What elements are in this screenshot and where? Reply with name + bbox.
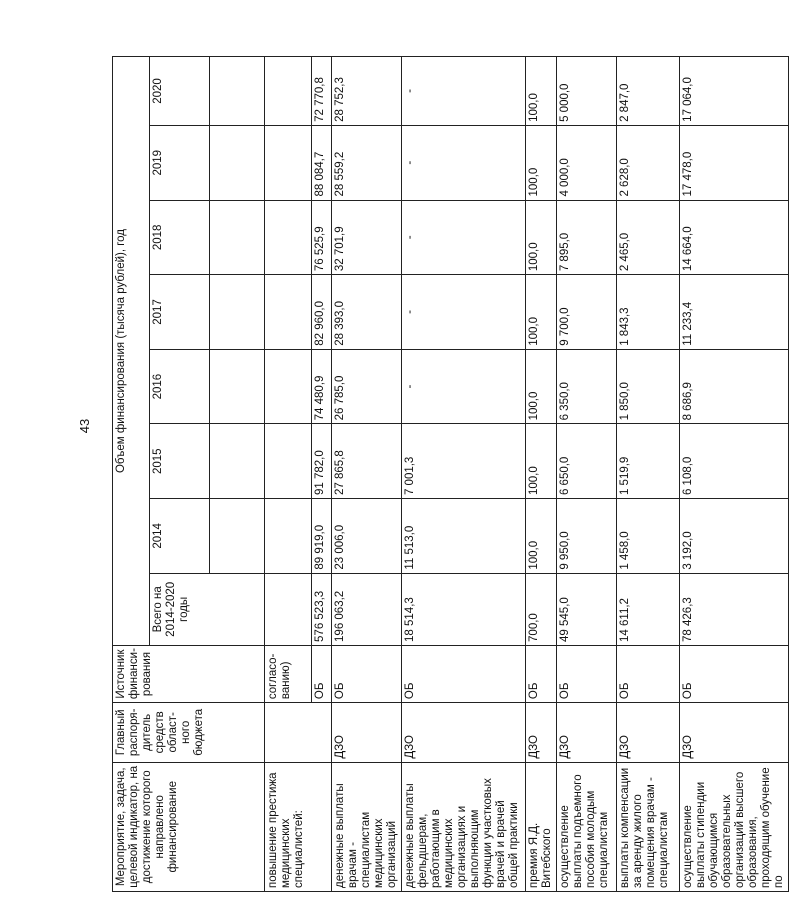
source-cell: ОБ (679, 645, 788, 702)
value-cell: 100,0 (525, 200, 556, 275)
value-cell: - (401, 275, 525, 350)
header-row (113, 57, 150, 892)
financing-table (112, 56, 789, 892)
value-cell: 32 701,9 (332, 200, 402, 275)
value-cell: 100,0 (525, 424, 556, 499)
value-cell: 700,0 (525, 573, 556, 645)
value-cell: 2 465,0 (616, 200, 679, 275)
value-cell: 6 650,0 (556, 424, 616, 499)
value-cell: 88 084,7 (312, 125, 332, 200)
value-cell (265, 200, 312, 275)
value-cell: 2 847,0 (616, 57, 679, 126)
manager-cell: ДЗО (332, 703, 402, 762)
value-cell (265, 499, 312, 574)
manager-cell: ДЗО (616, 703, 679, 762)
value-cell: 82 960,0 (312, 275, 332, 350)
table-row (332, 57, 402, 892)
value-cell: 6 350,0 (556, 349, 616, 424)
value-cell: 9 950,0 (556, 499, 616, 574)
value-cell: 18 514,3 (401, 573, 525, 645)
value-cell: 3 192,0 (679, 499, 788, 574)
value-cell: 100,0 (525, 349, 556, 424)
value-cell: 11 233,4 (679, 275, 788, 350)
value-cell (265, 57, 312, 126)
value-cell: 72 770,8 (312, 57, 332, 126)
value-cell (265, 349, 312, 424)
value-cell: 1 850,0 (616, 349, 679, 424)
table-row (556, 57, 616, 892)
value-cell: 89 919,0 (312, 499, 332, 574)
header-year: 2019 (150, 125, 210, 200)
value-cell: 28 752,3 (332, 57, 402, 126)
value-cell: - (401, 200, 525, 275)
header-year: 2017 (150, 275, 210, 350)
activity-cell: осуществление выплаты стипендии обучающимся образовательных организаций высшего образования, проходящим обучение по (679, 762, 788, 891)
header-year: 2020 (150, 57, 210, 126)
manager-cell (265, 703, 332, 762)
value-cell: 76 525,9 (312, 200, 332, 275)
value-cell: 78 426,3 (679, 573, 788, 645)
table-row (265, 57, 312, 892)
source-cell: ОБ (616, 645, 679, 702)
activity-cell: денежные выплаты врачам - специалистам медицинских организаций (332, 762, 402, 891)
header-total: Всего на 2014-2020 годы (150, 573, 265, 645)
header-year: 2014 (150, 499, 210, 574)
value-cell: 5 000,0 (556, 57, 616, 126)
value-cell (265, 424, 312, 499)
header-year: 2018 (150, 200, 210, 275)
manager-cell: ДЗО (556, 703, 616, 762)
value-cell: 196 063,2 (332, 573, 402, 645)
value-cell: 2 628,0 (616, 125, 679, 200)
table-row (401, 57, 525, 892)
header-activity: Мероприятие, задача, целевой индикатор, на достижение которого направлено финансирование (113, 762, 265, 891)
source-cell: ОБ (556, 645, 616, 702)
value-cell: 1 843,3 (616, 275, 679, 350)
value-cell: 14 611,2 (616, 573, 679, 645)
table-row (616, 57, 679, 892)
source-cell: согласо-ванию) (265, 645, 312, 702)
value-cell: 26 785,0 (332, 349, 402, 424)
activity-cell: осуществление выплаты подъемного пособия молодым специалистам (556, 762, 616, 891)
value-cell: 8 686,9 (679, 349, 788, 424)
value-cell: 91 782,0 (312, 424, 332, 499)
value-cell: 14 664,0 (679, 200, 788, 275)
source-cell: ОБ (525, 645, 556, 702)
header-year: 2016 (150, 349, 210, 424)
source-cell: ОБ (312, 645, 332, 702)
value-cell (265, 275, 312, 350)
value-cell: 1 458,0 (616, 499, 679, 574)
header-manager: Главный распоря-дитель средств област-ного бюджета (113, 703, 265, 762)
value-cell: 100,0 (525, 125, 556, 200)
value-cell: 576 523,3 (312, 573, 332, 645)
rotated-table-container (112, 56, 785, 892)
value-cell: 7 001,3 (401, 424, 525, 499)
value-cell: 7 895,0 (556, 200, 616, 275)
value-cell (265, 573, 312, 645)
table-row (525, 57, 556, 892)
value-cell: 74 480,9 (312, 349, 332, 424)
header-year: 2015 (150, 424, 210, 499)
value-cell: 9 700,0 (556, 275, 616, 350)
activity-cell: выплаты компенсации за аренду жилого помещения врачам - специалистам (616, 762, 679, 891)
manager-cell: ДЗО (679, 703, 788, 762)
activity-cell: повышение престижа медицинских специалистей: (265, 762, 332, 891)
source-cell: ОБ (401, 645, 525, 702)
header-volume: Объем финансирования (тысяча рублей), год (113, 57, 150, 646)
page-number: 43 (77, 418, 92, 434)
activity-cell: премия Я.Д. Витебского (525, 762, 556, 891)
manager-cell: ДЗО (525, 703, 556, 762)
value-cell: 6 108,0 (679, 424, 788, 499)
value-cell: - (401, 349, 525, 424)
value-cell: - (401, 57, 525, 126)
value-cell: - (401, 125, 525, 200)
source-cell: ОБ (332, 645, 402, 702)
value-cell: 100,0 (525, 499, 556, 574)
header-source: Источник финанси-рования (113, 645, 265, 702)
value-cell: 17 064,0 (679, 57, 788, 126)
value-cell: 100,0 (525, 275, 556, 350)
value-cell (265, 125, 312, 200)
value-cell: 17 478,0 (679, 125, 788, 200)
table-row (679, 57, 788, 892)
value-cell: 27 865,8 (332, 424, 402, 499)
value-cell: 100,0 (525, 57, 556, 126)
value-cell: 1 519,9 (616, 424, 679, 499)
value-cell: 28 393,0 (332, 275, 402, 350)
manager-cell: ДЗО (401, 703, 525, 762)
value-cell: 4 000,0 (556, 125, 616, 200)
value-cell: 49 545,0 (556, 573, 616, 645)
value-cell: 28 559,2 (332, 125, 402, 200)
activity-cell: денежные выплаты фельдшерам, работающим в медицинских организациях и выполняющим функции участковых врачей и врачей общей практики (401, 762, 525, 891)
value-cell: 11 513,0 (401, 499, 525, 574)
value-cell: 23 006,0 (332, 499, 402, 574)
